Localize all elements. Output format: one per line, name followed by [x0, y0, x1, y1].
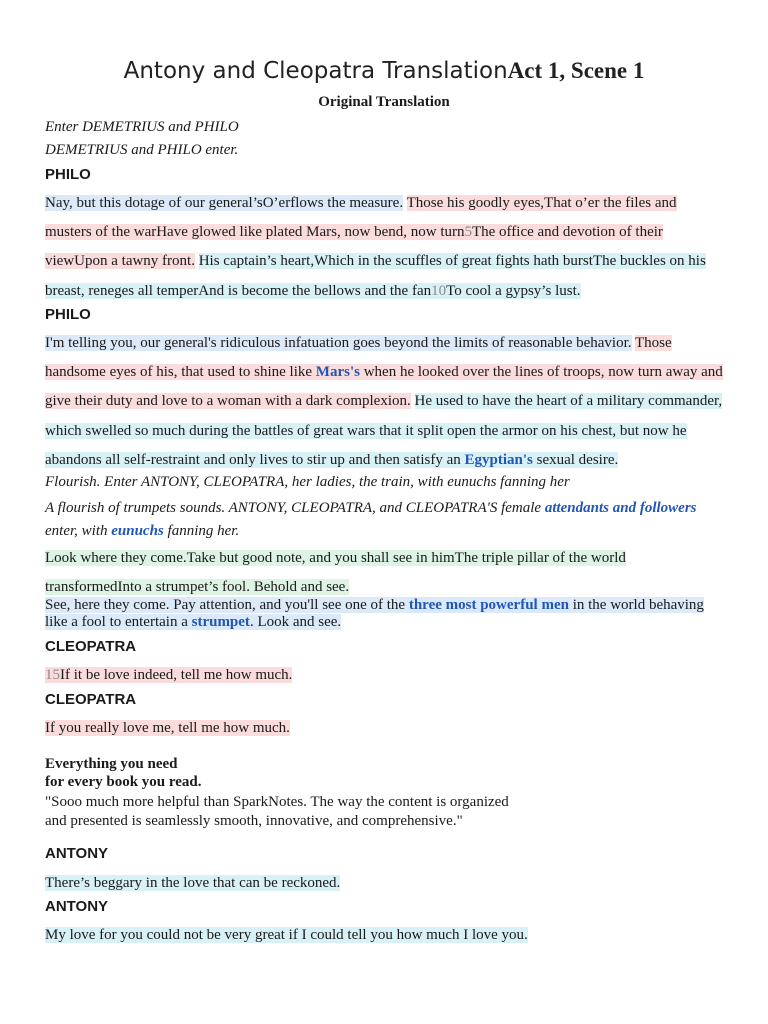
line-number: 15 — [45, 667, 60, 683]
line-segment[interactable]: Look where they come.Take but good note, and you shall see in himThe triple pillar of the world transformedInto a strumpet’s fool. Behold and see. — [45, 550, 626, 596]
philo-original-speech-2 — [45, 544, 725, 602]
glossary-link-egyptian[interactable]: Egyptian's — [464, 451, 533, 468]
speaker-philo-modern: PHILO — [45, 306, 91, 323]
book-title: Antony and Cleopatra Translation — [123, 58, 508, 84]
cleopatra-modern-speech — [45, 714, 725, 743]
line-number: 10 — [431, 282, 447, 299]
glossary-link-strumpet[interactable]: strumpet — [191, 614, 250, 630]
stage-direction-modern: A flourish of trumpets sounds. ANTONY, CLEOPATRA, and CLEOPATRA'S female attendants and followers enter, with eunuchs fanning her. — [45, 500, 697, 539]
line-segment[interactable]: Those his goodly eyes,That o’er the files and musters of the warHave glowed like plated Mars, now bend, now turn5The office and devotion of their viewUpon a tawny front. — [45, 195, 677, 270]
promo-quote-line: "Sooo much more helpful than SparkNotes. The way the content is organized — [45, 794, 509, 810]
translation-segment[interactable]: He used to have the heart of a military commander, which swelled so much during the battles of great wars that it split open the armor on his chest, but now he abandons all self-restraint and only lives to stir up and then satisfy an Egyptian's sexual desire. — [45, 393, 723, 468]
promo-quote-line: and presented is seamlessly smooth, innovative, and comprehensive." — [45, 813, 463, 829]
glossary-link-eunuchs[interactable]: eunuchs — [111, 523, 164, 539]
stage-direction-original: Enter DEMETRIUS and PHILO — [45, 119, 239, 135]
stage-direction-original: Flourish. Enter ANTONY, CLEOPATRA, her ladies, the train, with eunuchs fanning her — [45, 474, 570, 490]
antony-modern-speech — [45, 921, 725, 950]
philo-modern-speech — [45, 329, 725, 475]
promo-headline — [45, 755, 725, 791]
line-number: 5 — [464, 224, 472, 241]
promo-quote — [45, 793, 725, 831]
line-segment[interactable]: His captain’s heart,Which in the scuffles of great fights hath burstThe buckles on his breast, reneges all temperAnd is become the bellows and the fan10To cool a gypsy’s lust. — [45, 253, 706, 299]
translation-segment[interactable]: I'm telling you, our general's ridiculous infatuation goes beyond the limits of reasonable behavior. — [45, 335, 632, 351]
speaker-antony: ANTONY — [45, 845, 109, 862]
philo-modern-speech-2 — [45, 597, 725, 631]
translation-segment[interactable]: Those handsome eyes of his, that used to shine like Mars's when he looked over the lines of troops, now turn away and give their duty and love to a woman with a dark complexion. — [45, 335, 723, 410]
line-segment[interactable]: There’s beggary in the love that can be reckoned. — [45, 875, 341, 891]
translation-segment[interactable]: If you really love me, tell me how much. — [45, 720, 290, 736]
speaker-cleopatra-modern: CLEOPATRA — [45, 691, 137, 708]
translation-segment[interactable]: My love for you could not be very great if I could tell you how much I love you. — [45, 927, 528, 943]
antony-original-speech — [45, 869, 725, 898]
glossary-link-mars[interactable]: Mars's — [315, 364, 360, 381]
page-title — [0, 58, 768, 84]
philo-original-speech — [45, 189, 725, 306]
speaker-antony-modern: ANTONY — [45, 898, 109, 915]
promo-line: for every book you read. — [45, 774, 202, 790]
line-segment[interactable]: 15If it be love indeed, tell me how much. — [45, 667, 293, 683]
line-segment[interactable]: Nay, but this dotage of our general’sO’erflows the measure. — [45, 195, 404, 211]
speaker-cleopatra: CLEOPATRA — [45, 638, 137, 655]
promo-line: Everything you need — [45, 756, 178, 772]
column-subtitle: Original Translation — [318, 94, 450, 110]
translation-segment[interactable]: See, here they come. Pay attention, and you'll see one of the three most powerful men in the world behaving like a fool to entertain a strumpet. Look and see. — [45, 597, 704, 630]
scene-title: Act 1, Scene 1 — [507, 58, 645, 83]
glossary-link-attendants[interactable]: attendants and followers — [544, 500, 697, 516]
cleopatra-original-speech — [45, 661, 725, 690]
speaker-philo: PHILO — [45, 166, 91, 183]
glossary-link-three-men[interactable]: three most powerful men — [408, 597, 569, 613]
stage-direction-modern: DEMETRIUS and PHILO enter. — [45, 142, 239, 158]
